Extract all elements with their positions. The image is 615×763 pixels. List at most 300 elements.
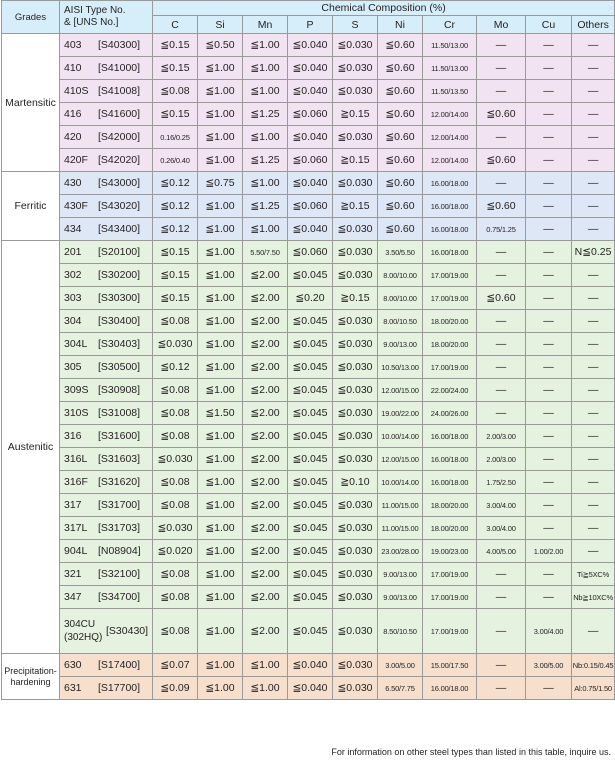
- cell-cr: 12.00/14.00: [423, 149, 477, 172]
- cell-others: —: [572, 218, 615, 241]
- table-row: [2, 471, 615, 494]
- cell-p: ≦0.045: [288, 402, 333, 425]
- cell-others: —: [572, 425, 615, 448]
- cell-others: Nb:0.15/0.45: [572, 654, 615, 677]
- cell-si: ≦1.00: [198, 586, 243, 609]
- aisi-type: 420F: [64, 154, 88, 166]
- cell-s: ≧0.15: [333, 287, 378, 310]
- type-cell: [60, 57, 153, 80]
- cell-s: ≦0.030: [333, 57, 378, 80]
- aisi-type: 410S: [64, 85, 89, 97]
- uns-number: [S20100]: [98, 246, 141, 258]
- type-cell: [60, 540, 153, 563]
- cell-c: ≦0.15: [153, 241, 198, 264]
- aisi-type: 630: [64, 659, 82, 671]
- cell-c: ≦0.030: [153, 517, 198, 540]
- cell-cr: 17.00/19.00: [423, 356, 477, 379]
- uns-number: [N08904]: [98, 545, 141, 557]
- cell-s: ≦0.030: [333, 34, 378, 57]
- cell-si: ≦1.00: [198, 264, 243, 287]
- cell-mn: ≦1.00: [243, 172, 288, 195]
- cell-ni: 12.00/15.00: [378, 448, 423, 471]
- header-aisi-type: [60, 1, 153, 34]
- cell-cr: 18.00/20.00: [423, 310, 477, 333]
- type-cell: [60, 195, 153, 218]
- cell-cr: 11.50/13.00: [423, 34, 477, 57]
- cell-c: ≦0.08: [153, 80, 198, 103]
- uns-number: [S31603]: [98, 453, 141, 465]
- table-row: [2, 126, 615, 149]
- cell-cr: 16.00/18.00: [423, 425, 477, 448]
- cell-c: ≦0.08: [153, 586, 198, 609]
- uns-number: [S43000]: [98, 177, 141, 189]
- cell-c: ≦0.15: [153, 264, 198, 287]
- cell-p: ≦0.040: [288, 677, 333, 700]
- cell-mo: —: [477, 126, 526, 149]
- cell-c: ≦0.07: [153, 654, 198, 677]
- cell-ni: 8.00/10.00: [378, 287, 423, 310]
- cell-si: ≦1.00: [198, 103, 243, 126]
- cell-others: Al:0.75/1.50: [572, 677, 615, 700]
- cell-mn: ≦1.00: [243, 218, 288, 241]
- aisi-type: 317: [64, 499, 82, 511]
- aisi-type: 309S: [64, 384, 89, 396]
- cell-s: ≦0.030: [333, 80, 378, 103]
- cell-others: —: [572, 103, 615, 126]
- uns-number: [S30500]: [98, 361, 141, 373]
- aisi-type: 303: [64, 292, 82, 304]
- cell-si: ≦1.00: [198, 425, 243, 448]
- uns-number: [S42020]: [98, 154, 141, 166]
- cell-s: ≦0.030: [333, 609, 378, 654]
- cell-mn: ≦2.00: [243, 471, 288, 494]
- cell-ni: 11.00/15.00: [378, 517, 423, 540]
- aisi-type: 310S: [64, 407, 89, 419]
- cell-mo: —: [477, 402, 526, 425]
- cell-c: ≦0.12: [153, 356, 198, 379]
- cell-c: ≦0.09: [153, 677, 198, 700]
- aisi-type: 416: [64, 108, 82, 120]
- cell-c: ≦0.08: [153, 425, 198, 448]
- cell-si: ≦1.00: [198, 218, 243, 241]
- table-row: [2, 654, 615, 677]
- cell-ni: 9.00/13.00: [378, 586, 423, 609]
- cell-mo: 2.00/3.00: [477, 425, 526, 448]
- cell-mo: —: [477, 172, 526, 195]
- cell-ni: 3.50/5.50: [378, 241, 423, 264]
- table-row: [2, 149, 615, 172]
- cell-s: ≦0.030: [333, 563, 378, 586]
- cell-mn: ≦2.00: [243, 540, 288, 563]
- uns-number: [S43020]: [98, 200, 141, 212]
- aisi-type: 304: [64, 315, 82, 327]
- cell-si: ≦1.00: [198, 448, 243, 471]
- cell-mn: ≦1.25: [243, 195, 288, 218]
- type-cell: [60, 149, 153, 172]
- uns-number: [S34700]: [98, 591, 141, 603]
- cell-mo: —: [477, 264, 526, 287]
- uns-number: [S32100]: [98, 568, 141, 580]
- cell-cu: —: [526, 195, 572, 218]
- cell-mo: —: [477, 563, 526, 586]
- cell-mn: ≦1.25: [243, 149, 288, 172]
- table-row: [2, 356, 615, 379]
- cell-p: ≦0.045: [288, 379, 333, 402]
- cell-ni: ≦0.60: [378, 34, 423, 57]
- cell-mo: 1.75/2.50: [477, 471, 526, 494]
- cell-cu: 3.00/5.00: [526, 654, 572, 677]
- uns-number: [S30200]: [98, 269, 141, 281]
- cell-ni: 23.00/28.00: [378, 540, 423, 563]
- cell-cr: 17.00/19.00: [423, 563, 477, 586]
- cell-mo: 2.00/3.00: [477, 448, 526, 471]
- cell-p: ≦0.040: [288, 57, 333, 80]
- cell-s: ≦0.030: [333, 654, 378, 677]
- cell-c: 0.26/0.40: [153, 149, 198, 172]
- type-cell: [60, 494, 153, 517]
- cell-c: ≦0.12: [153, 218, 198, 241]
- cell-mo: ≦0.60: [477, 195, 526, 218]
- type-cell: [60, 448, 153, 471]
- cell-ni: ≦0.60: [378, 218, 423, 241]
- cell-mn: ≦2.00: [243, 379, 288, 402]
- table-row: [2, 517, 615, 540]
- cell-others: —: [572, 494, 615, 517]
- cell-c: ≦0.08: [153, 494, 198, 517]
- cell-others: Nb≧10XC%: [572, 586, 615, 609]
- cell-s: ≦0.030: [333, 126, 378, 149]
- type-cell: [60, 563, 153, 586]
- cell-cr: 16.00/18.00: [423, 448, 477, 471]
- cell-ni: ≦0.60: [378, 195, 423, 218]
- uns-number: [S30430]: [106, 625, 149, 637]
- cell-mn: ≦2.00: [243, 494, 288, 517]
- cell-p: ≦0.045: [288, 586, 333, 609]
- uns-number: [S30908]: [98, 384, 141, 396]
- cell-s: ≦0.030: [333, 677, 378, 700]
- cell-cr: 11.50/13.50: [423, 80, 477, 103]
- header-element-p: P: [288, 16, 333, 34]
- type-cell: [60, 126, 153, 149]
- cell-si: ≦1.00: [198, 241, 243, 264]
- cell-cr: 18.00/20.00: [423, 494, 477, 517]
- cell-cr: 16.00/18.00: [423, 172, 477, 195]
- cell-p: ≦0.040: [288, 172, 333, 195]
- cell-mn: ≦2.00: [243, 402, 288, 425]
- cell-ni: 19.00/22.00: [378, 402, 423, 425]
- cell-p: ≦0.040: [288, 218, 333, 241]
- cell-si: ≦1.00: [198, 379, 243, 402]
- cell-p: ≦0.045: [288, 333, 333, 356]
- header-element-cu: Cu: [526, 16, 572, 34]
- type-cell: [60, 264, 153, 287]
- cell-c: ≦0.020: [153, 540, 198, 563]
- aisi-type: 420: [64, 131, 82, 143]
- cell-mn: ≦2.00: [243, 609, 288, 654]
- header-element-mn: Mn: [243, 16, 288, 34]
- cell-others: —: [572, 356, 615, 379]
- cell-mo: —: [477, 333, 526, 356]
- cell-si: ≦1.00: [198, 540, 243, 563]
- cell-p: ≦0.045: [288, 310, 333, 333]
- cell-cu: —: [526, 149, 572, 172]
- cell-cr: 12.00/14.00: [423, 103, 477, 126]
- cell-others: —: [572, 448, 615, 471]
- cell-mo: 3.00/4.00: [477, 517, 526, 540]
- cell-si: ≦1.00: [198, 677, 243, 700]
- cell-others: —: [572, 34, 615, 57]
- uns-number: [S30403]: [98, 338, 141, 350]
- cell-c: ≦0.08: [153, 563, 198, 586]
- cell-c: ≦0.08: [153, 471, 198, 494]
- cell-si: ≦1.00: [198, 563, 243, 586]
- uns-number: [S31600]: [98, 430, 141, 442]
- aisi-type: 434: [64, 223, 82, 235]
- cell-mn: ≦1.00: [243, 654, 288, 677]
- table-row: [2, 172, 615, 195]
- steel-composition-table: [1, 0, 615, 700]
- cell-si: ≦1.00: [198, 149, 243, 172]
- cell-s: ≦0.030: [333, 241, 378, 264]
- cell-si: ≦1.00: [198, 57, 243, 80]
- aisi-type: 403: [64, 39, 82, 51]
- type-cell: [60, 677, 153, 700]
- cell-cr: 17.00/19.00: [423, 586, 477, 609]
- table-row: [2, 379, 615, 402]
- cell-cr: 12.00/14.00: [423, 126, 477, 149]
- cell-cu: —: [526, 80, 572, 103]
- cell-p: ≦0.045: [288, 517, 333, 540]
- table-row: [2, 195, 615, 218]
- cell-c: ≦0.15: [153, 103, 198, 126]
- cell-si: ≦1.00: [198, 80, 243, 103]
- cell-mo: 0.75/1.25: [477, 218, 526, 241]
- cell-ni: ≦0.60: [378, 149, 423, 172]
- cell-c: ≦0.12: [153, 195, 198, 218]
- cell-cu: 3.00/4.00: [526, 609, 572, 654]
- uns-number: [S31703]: [98, 522, 141, 534]
- cell-p: ≦0.040: [288, 126, 333, 149]
- cell-p: ≦0.060: [288, 149, 333, 172]
- cell-s: ≧0.15: [333, 149, 378, 172]
- type-cell: [60, 310, 153, 333]
- header-chemical-composition: Chemical Composition (%): [153, 1, 615, 16]
- cell-cr: 16.00/18.00: [423, 241, 477, 264]
- cell-others: Ti≧5XC%: [572, 563, 615, 586]
- cell-others: —: [572, 517, 615, 540]
- cell-s: ≦0.030: [333, 586, 378, 609]
- type-cell: [60, 287, 153, 310]
- cell-s: ≦0.030: [333, 172, 378, 195]
- cell-p: ≦0.060: [288, 103, 333, 126]
- cell-mn: ≦1.00: [243, 57, 288, 80]
- table-body: [2, 34, 615, 700]
- cell-cu: —: [526, 218, 572, 241]
- cell-cu: —: [526, 241, 572, 264]
- cell-cu: —: [526, 379, 572, 402]
- uns-number: [S31620]: [98, 476, 141, 488]
- cell-cr: 16.00/18.00: [423, 471, 477, 494]
- table-row: [2, 540, 615, 563]
- cell-cu: —: [526, 586, 572, 609]
- cell-cu: —: [526, 126, 572, 149]
- type-cell: [60, 402, 153, 425]
- table-row: [2, 586, 615, 609]
- cell-cr: 18.00/20.00: [423, 517, 477, 540]
- uns-number: [S41000]: [98, 62, 141, 74]
- uns-number: [S42000]: [98, 131, 141, 143]
- cell-si: ≦1.00: [198, 333, 243, 356]
- cell-mo: —: [477, 57, 526, 80]
- table-row: [2, 677, 615, 700]
- cell-others: —: [572, 264, 615, 287]
- aisi-type: 904L: [64, 545, 88, 557]
- cell-others: —: [572, 80, 615, 103]
- aisi-type: 316F: [64, 476, 88, 488]
- aisi-type: 201: [64, 246, 82, 258]
- cell-cr: 17.00/19.00: [423, 609, 477, 654]
- cell-si: ≦0.50: [198, 34, 243, 57]
- table-row: [2, 34, 615, 57]
- cell-others: —: [572, 57, 615, 80]
- cell-mo: —: [477, 586, 526, 609]
- cell-ni: 11.00/15.00: [378, 494, 423, 517]
- cell-mo: —: [477, 310, 526, 333]
- cell-s: ≦0.030: [333, 540, 378, 563]
- cell-si: ≦1.00: [198, 195, 243, 218]
- table-header: [2, 1, 615, 34]
- cell-mo: ≦0.60: [477, 103, 526, 126]
- cell-mo: ≦0.60: [477, 149, 526, 172]
- cell-mn: ≦2.00: [243, 287, 288, 310]
- header-grades: Grades: [2, 1, 60, 34]
- header-aisi-line1: AISI Type No.: [64, 5, 126, 16]
- cell-ni: 10.50/13.00: [378, 356, 423, 379]
- aisi-type: 317L: [64, 522, 88, 534]
- table-row: [2, 287, 615, 310]
- cell-c: ≦0.08: [153, 609, 198, 654]
- cell-mo: —: [477, 677, 526, 700]
- cell-others: —: [572, 379, 615, 402]
- cell-cr: 17.00/19.00: [423, 287, 477, 310]
- cell-others: —: [572, 310, 615, 333]
- cell-mo: ≦0.60: [477, 287, 526, 310]
- cell-cu: —: [526, 563, 572, 586]
- table-row: [2, 80, 615, 103]
- cell-si: ≦1.00: [198, 126, 243, 149]
- cell-p: ≦0.045: [288, 540, 333, 563]
- cell-s: ≦0.030: [333, 310, 378, 333]
- uns-number: [S30400]: [98, 315, 141, 327]
- table-row: [2, 333, 615, 356]
- cell-cr: 19.00/23.00: [423, 540, 477, 563]
- cell-others: —: [572, 126, 615, 149]
- type-cell: [60, 425, 153, 448]
- type-cell: [60, 103, 153, 126]
- uns-number: [S31008]: [98, 407, 141, 419]
- aisi-type: 316: [64, 430, 82, 442]
- cell-c: ≦0.030: [153, 448, 198, 471]
- cell-si: ≦1.00: [198, 287, 243, 310]
- type-cell: [60, 356, 153, 379]
- cell-s: ≧0.15: [333, 195, 378, 218]
- cell-si: ≦1.00: [198, 471, 243, 494]
- cell-cu: —: [526, 448, 572, 471]
- header-aisi-line2: & [UNS No.]: [64, 17, 119, 28]
- cell-s: ≦0.030: [333, 425, 378, 448]
- cell-ni: 10.00/14.00: [378, 471, 423, 494]
- cell-others: —: [572, 402, 615, 425]
- type-cell: [60, 241, 153, 264]
- table-row: [2, 448, 615, 471]
- cell-p: ≦0.040: [288, 654, 333, 677]
- uns-number: [S41008]: [98, 85, 141, 97]
- aisi-type: 302: [64, 269, 82, 281]
- cell-p: ≦0.045: [288, 563, 333, 586]
- cell-s: ≧0.15: [333, 103, 378, 126]
- type-cell: [60, 654, 153, 677]
- uns-number: [S43400]: [98, 223, 141, 235]
- cell-cu: 1.00/2.00: [526, 540, 572, 563]
- grade-ferritic: Ferritic: [2, 172, 60, 241]
- cell-cu: —: [526, 333, 572, 356]
- cell-s: ≦0.030: [333, 218, 378, 241]
- footnote: For information on other steel types than listed in this table, inquire us.: [331, 747, 611, 757]
- type-cell: [60, 609, 153, 654]
- cell-si: ≦1.00: [198, 356, 243, 379]
- cell-c: ≦0.08: [153, 379, 198, 402]
- cell-s: ≦0.030: [333, 264, 378, 287]
- aisi-type: 305: [64, 361, 82, 373]
- cell-c: 0.16/0.25: [153, 126, 198, 149]
- cell-p: ≦0.045: [288, 264, 333, 287]
- cell-ni: ≦0.60: [378, 172, 423, 195]
- cell-mo: —: [477, 379, 526, 402]
- cell-mn: ≦1.00: [243, 34, 288, 57]
- cell-p: ≦0.045: [288, 609, 333, 654]
- cell-ni: 3.00/5.00: [378, 654, 423, 677]
- cell-cr: 11.50/13.00: [423, 57, 477, 80]
- header-element-c: C: [153, 16, 198, 34]
- cell-p: ≦0.040: [288, 80, 333, 103]
- cell-cu: —: [526, 425, 572, 448]
- type-cell: [60, 333, 153, 356]
- grade-austenitic: Austenitic: [2, 241, 60, 654]
- type-cell: [60, 471, 153, 494]
- cell-others: —: [572, 333, 615, 356]
- header-element-si: Si: [198, 16, 243, 34]
- type-cell: [60, 586, 153, 609]
- header-element-cr: Cr: [423, 16, 477, 34]
- cell-ni: 8.50/10.50: [378, 609, 423, 654]
- uns-number: [S17400]: [98, 659, 141, 671]
- cell-p: ≦0.045: [288, 448, 333, 471]
- table-row: [2, 402, 615, 425]
- grade-martensitic: Martensitic: [2, 34, 60, 172]
- cell-p: ≦0.040: [288, 34, 333, 57]
- cell-others: —: [572, 540, 615, 563]
- cell-ni: 9.00/13.00: [378, 563, 423, 586]
- cell-si: ≦1.00: [198, 517, 243, 540]
- table-row: [2, 310, 615, 333]
- table-row: [2, 425, 615, 448]
- cell-cu: —: [526, 103, 572, 126]
- cell-s: ≦0.030: [333, 356, 378, 379]
- cell-s: ≧0.10: [333, 471, 378, 494]
- cell-si: ≦1.50: [198, 402, 243, 425]
- aisi-type: 410: [64, 62, 82, 74]
- aisi-type: 321: [64, 568, 82, 580]
